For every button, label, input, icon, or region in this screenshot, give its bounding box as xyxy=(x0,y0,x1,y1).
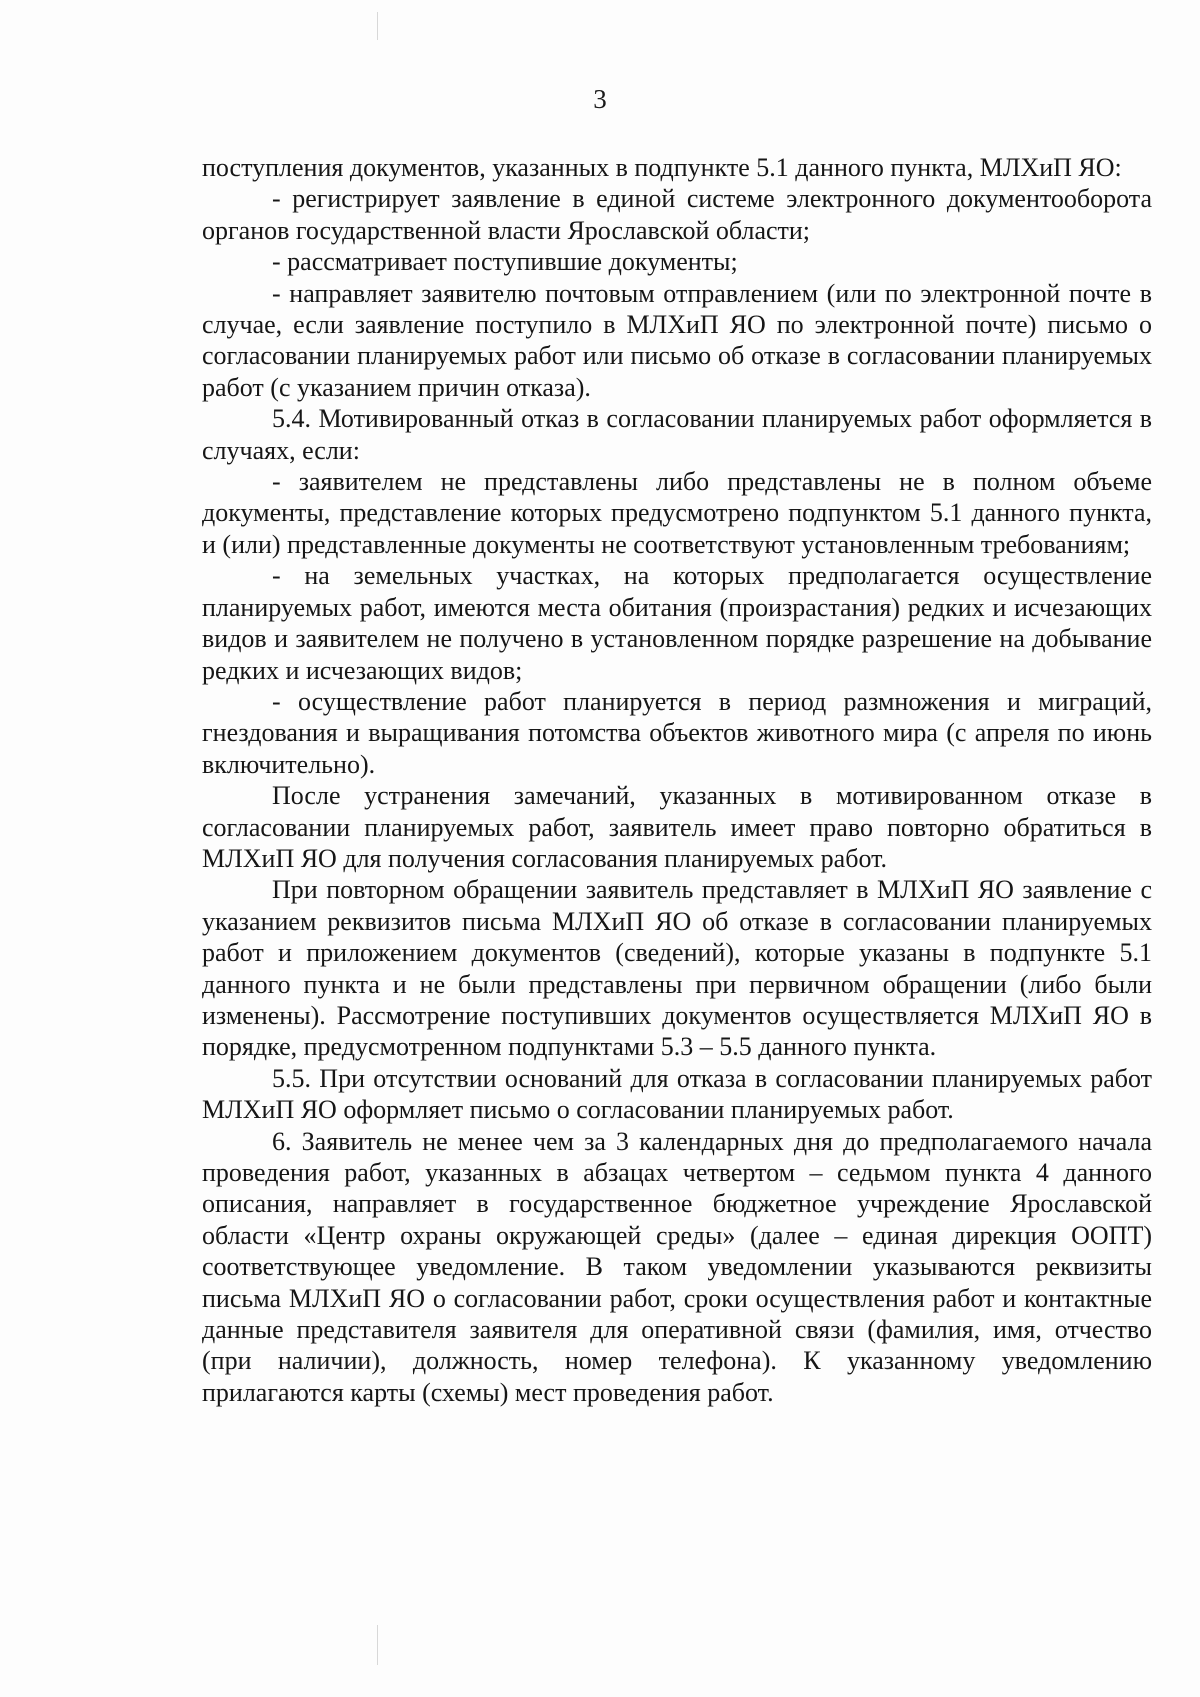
list-item-register: - регистрирует заявление в единой системе электронного документооборота органов государственной власти Ярославской области; xyxy=(202,184,1152,245)
scan-artifact-top xyxy=(377,12,378,40)
scan-artifact-bottom xyxy=(377,1625,378,1665)
list-item-refusal-documents: - заявителем не представлены либо представлены не в полном объеме документы, представление которых предусмотрено подпунктом 5.1 данного пункта, и (или) представленные документы не соответствуют установленным требованиям; xyxy=(202,467,1152,559)
paragraph-5-5: 5.5. При отсутствии оснований для отказа в согласовании планируемых работ МЛХиП ЯО оформляет письмо о согласовании планируемых работ. xyxy=(202,1063,1152,1125)
list-item-review: - рассматривает поступившие документы; xyxy=(272,247,738,277)
paragraph-repeat-application: При повторном обращении заявитель представляет в МЛХиП ЯО заявление с указанием реквизитов письма МЛХиП ЯО об отказе в согласовании планируемых работ и приложением документов (сведений), которые указаны в подпункте 5.1 данного пункта и не были представлены при первичном обращении (либо были изменены). Рассмотрение поступивших документов осуществляется МЛХиП ЯО в порядке, предусмотренном подпунктами 5.3 – 5.5 данного пункта. xyxy=(202,875,1152,1062)
document-body xyxy=(202,152,1152,1408)
paragraph-after-remarks: После устранения замечаний, указанных в мотивированном отказе в согласовании планируемых работ, заявитель имеет право повторно обратиться в МЛХиП ЯО для получения согласования планируемых работ. xyxy=(202,781,1152,873)
paragraph-5-4: 5.4. Мотивированный отказ в согласовании планируемых работ оформляется в случаях, если: xyxy=(202,404,1152,465)
list-item-send-letter: - направляет заявителю почтовым отправлением (или по электронной почте в случае, если заявление поступило в МЛХиП ЯО по электронной почте) письмо о согласовании планируемых работ или письмо об отказе в согласовании планируемых работ (с указанием причин отказа). xyxy=(202,278,1152,402)
paragraph-6: 6. Заявитель не менее чем за 3 календарных дня до предполагаемого начала проведения работ, указанных в абзацах четвертом – седьмом пункта 4 данного описания, направляет в государственное бюджетное учреждение Ярославской области «Центр охраны окружающей среды» (далее – единая дирекция ООПТ) соответствующее уведомление. В таком уведомлении указываются реквизиты письма МЛХиП ЯО о согласовании работ, сроки осуществления работ и контактные данные представителя заявителя для оперативной связи (фамилия, имя, отчество (при наличии), должность, номер телефона). К указанному уведомлению прилагаются карты (схемы) мест проведения работ. xyxy=(202,1126,1152,1407)
list-item-refusal-breeding: - осуществление работ планируется в период размножения и миграций, гнездования и выращивания потомства объектов животного мира (с апреля по июнь включительно). xyxy=(202,686,1152,779)
list-item-refusal-habitats: - на земельных участках, на которых предполагается осуществление планируемых работ, имеются места обитания (произрастания) редких и исчезающих видов и заявителем не получено в установленном порядке разрешение на добывание редких и исчезающих видов; xyxy=(202,561,1152,685)
paragraph-continuation: поступления документов, указанных в подпункте 5.1 данного пункта, МЛХиП ЯО: xyxy=(202,153,1122,182)
page-number: 3 xyxy=(593,84,607,114)
